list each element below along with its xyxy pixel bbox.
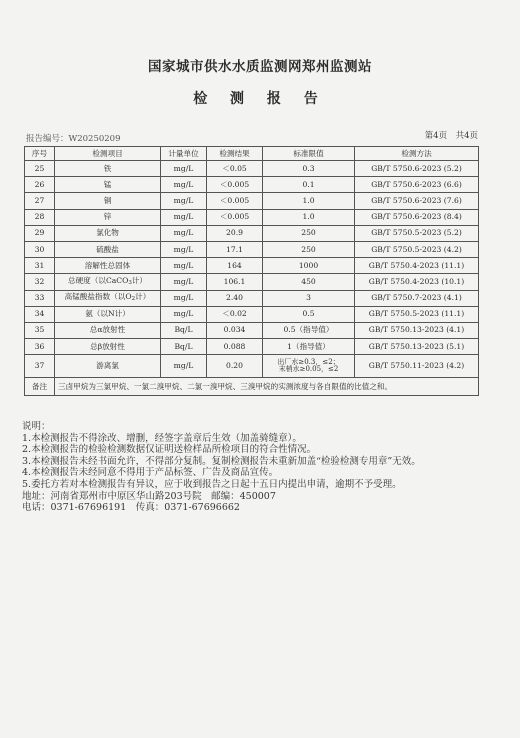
- unit: mg/L: [161, 241, 207, 257]
- standard-limit: 1000: [263, 258, 355, 274]
- test-result: ＜0.005: [207, 193, 263, 209]
- row-number: 34: [25, 306, 55, 322]
- test-method: GB/T 5750.6-2023 (6.6): [355, 177, 479, 193]
- table-row: [25, 322, 479, 338]
- test-method: GB/T 5750.5-2023 (5.2): [355, 225, 479, 241]
- unit: Bq/L: [161, 339, 207, 355]
- standard-limit: 250: [263, 241, 355, 257]
- test-result: 106.1: [207, 274, 263, 290]
- table-row: [25, 306, 479, 322]
- subscript: 3: [128, 280, 132, 287]
- address-line: 地址：河南省郑州市中原区华山路203号院 邮编：450007: [22, 490, 276, 502]
- standard-limit: 0.5: [263, 306, 355, 322]
- table-row: [25, 339, 479, 355]
- test-method: GB/T 5750.5-2023 (4.2): [355, 241, 479, 257]
- document-title: 检 测 报 告: [193, 91, 327, 107]
- note-item: 3.本检测报告未经书面允许，不得部分复制。复制检测报告未重新加盖“检验检测专用章”无效。: [22, 455, 421, 467]
- row-number: 30: [25, 241, 55, 257]
- test-result: 0.20: [207, 355, 263, 378]
- row-number: 32: [25, 274, 55, 290]
- unit: mg/L: [161, 161, 207, 177]
- table-row: [25, 241, 479, 257]
- test-item: 铜: [55, 193, 161, 209]
- test-item: 游离氯: [55, 355, 161, 378]
- test-method: GB/T 5750.6-2023 (5.2): [355, 161, 479, 177]
- test-result: ＜0.02: [207, 306, 263, 322]
- table-header-row: [25, 147, 479, 161]
- remarks-label: 备注: [25, 378, 55, 396]
- row-number: 31: [25, 258, 55, 274]
- table-row: [25, 177, 479, 193]
- row-number: 29: [25, 225, 55, 241]
- test-result: ＜0.005: [207, 177, 263, 193]
- subscript: 2: [131, 296, 136, 303]
- table-row: [25, 161, 479, 177]
- test-result: 0.034: [207, 322, 263, 338]
- row-number: 26: [25, 177, 55, 193]
- column-header: 检测结果: [207, 147, 263, 161]
- test-result: 2.40: [207, 290, 263, 306]
- note-item: 5.委托方若对本检测报告有异议，应于收到报告之日起十五日内提出申请，逾期不予受理。: [22, 478, 402, 490]
- test-result: ＜0.05: [207, 161, 263, 177]
- row-number: 33: [25, 290, 55, 306]
- unit: mg/L: [161, 177, 207, 193]
- standard-limit: 0.5（指导值）: [263, 322, 355, 338]
- note-item: 4.本检测报告未经同意不得用于产品标签、广告及商品宣传。: [22, 467, 279, 479]
- table-row: [25, 258, 479, 274]
- row-number: 25: [25, 161, 55, 177]
- test-item: 氨（以N计）: [55, 306, 161, 322]
- test-method: GB/T 5750.13-2023 (4.1): [355, 322, 479, 338]
- standard-limit: 0.1: [263, 177, 355, 193]
- unit: mg/L: [161, 306, 207, 322]
- test-result: 0.088: [207, 339, 263, 355]
- column-header: 检测方法: [355, 147, 479, 161]
- table-row: [25, 193, 479, 209]
- test-method: GB/T 5750.13-2023 (5.1): [355, 339, 479, 355]
- standard-limit: 250: [263, 225, 355, 241]
- unit: mg/L: [161, 225, 207, 241]
- standard-limit: 0.3: [263, 161, 355, 177]
- test-item: 总β放射性: [55, 339, 161, 355]
- table-row: [25, 355, 479, 378]
- unit: mg/L: [161, 274, 207, 290]
- unit: Bq/L: [161, 322, 207, 338]
- test-item-text: 高锰酸盐指数（以O: [64, 292, 132, 302]
- standard-limit: 450: [263, 274, 355, 290]
- row-number: 35: [25, 322, 55, 338]
- test-method: GB/T 5750.5-2023 (11.1): [355, 306, 479, 322]
- unit: mg/L: [161, 209, 207, 225]
- note-item: 1.本检测报告不得涂改、增删，经签字盖章后生效（加盖骑缝章）。: [22, 432, 302, 444]
- test-result: 17.1: [207, 241, 263, 257]
- test-item-text: 计）: [135, 292, 151, 302]
- standard-limit: 1（指导值）: [263, 339, 355, 355]
- column-header: 检测项目: [55, 147, 161, 161]
- test-method: GB/T 5750.6-2023 (8.4): [355, 209, 479, 225]
- unit: mg/L: [161, 290, 207, 306]
- standard-limit: 3: [263, 290, 355, 306]
- remarks-row: [25, 378, 479, 396]
- phone-line: 电话：0371-67696191 传真：0371-67696662: [22, 502, 240, 514]
- results-table: [24, 146, 479, 396]
- test-item: 锰: [55, 177, 161, 193]
- test-item: [55, 274, 161, 290]
- notes-section: [22, 421, 502, 514]
- notes-title: 说明：: [22, 421, 51, 432]
- column-header: 序号: [25, 147, 55, 161]
- table-row: [25, 209, 479, 225]
- column-header: 标准限值: [263, 147, 355, 161]
- standard-limit: 1.0: [263, 209, 355, 225]
- standard-limit: [263, 355, 355, 378]
- test-item: 硫酸盐: [55, 241, 161, 257]
- test-item-text: 计）: [131, 276, 148, 286]
- test-item: 溶解性总固体: [55, 258, 161, 274]
- test-result: 20.9: [207, 225, 263, 241]
- test-item: 铁: [55, 161, 161, 177]
- test-method: GB/T 5750.7-2023 (4.1): [355, 290, 479, 306]
- standard-limit: 1.0: [263, 193, 355, 209]
- column-header: 计量单位: [161, 147, 207, 161]
- table-row: [25, 274, 479, 290]
- test-item: 氯化物: [55, 225, 161, 241]
- limit-line: 末梢水≥0.05，≤2: [278, 365, 339, 374]
- test-method: GB/T 5750.4-2023 (10.1): [355, 274, 479, 290]
- row-number: 27: [25, 193, 55, 209]
- unit: mg/L: [161, 258, 207, 274]
- note-item: 2.本检测报告的检验检测数据仅证明送检样品所检项目的符合性情况。: [22, 444, 317, 456]
- table-row: [25, 290, 479, 306]
- organization-title: 国家城市供水水质监测网郑州监测站: [148, 59, 372, 75]
- test-item: 锌: [55, 209, 161, 225]
- test-result: ＜0.005: [207, 209, 263, 225]
- page-number: 第4页 共4页: [424, 131, 478, 141]
- remarks-text: 三卤甲烷为三氯甲烷、一氯二溴甲烷、二氯一溴甲烷、三溴甲烷的实测浓度与各自限值的比值之和。: [55, 378, 479, 396]
- test-item: [55, 290, 161, 306]
- test-method: GB/T 5750.11-2023 (4.2): [355, 355, 479, 378]
- test-item-text: 总硬度（以CaCO: [67, 276, 129, 286]
- row-number: 37: [25, 355, 55, 378]
- limit-line: 出厂水≥0.3，≤2；: [277, 357, 340, 366]
- table-row: [25, 225, 479, 241]
- test-result: 164: [207, 258, 263, 274]
- report-number: 报告编号：W20250209: [26, 134, 121, 144]
- row-number: 28: [25, 209, 55, 225]
- test-item: 总α放射性: [55, 322, 161, 338]
- unit: mg/L: [161, 193, 207, 209]
- unit: mg/L: [161, 355, 207, 378]
- test-method: GB/T 5750.4-2023 (11.1): [355, 258, 479, 274]
- test-method: GB/T 5750.6-2023 (7.6): [355, 193, 479, 209]
- row-number: 36: [25, 339, 55, 355]
